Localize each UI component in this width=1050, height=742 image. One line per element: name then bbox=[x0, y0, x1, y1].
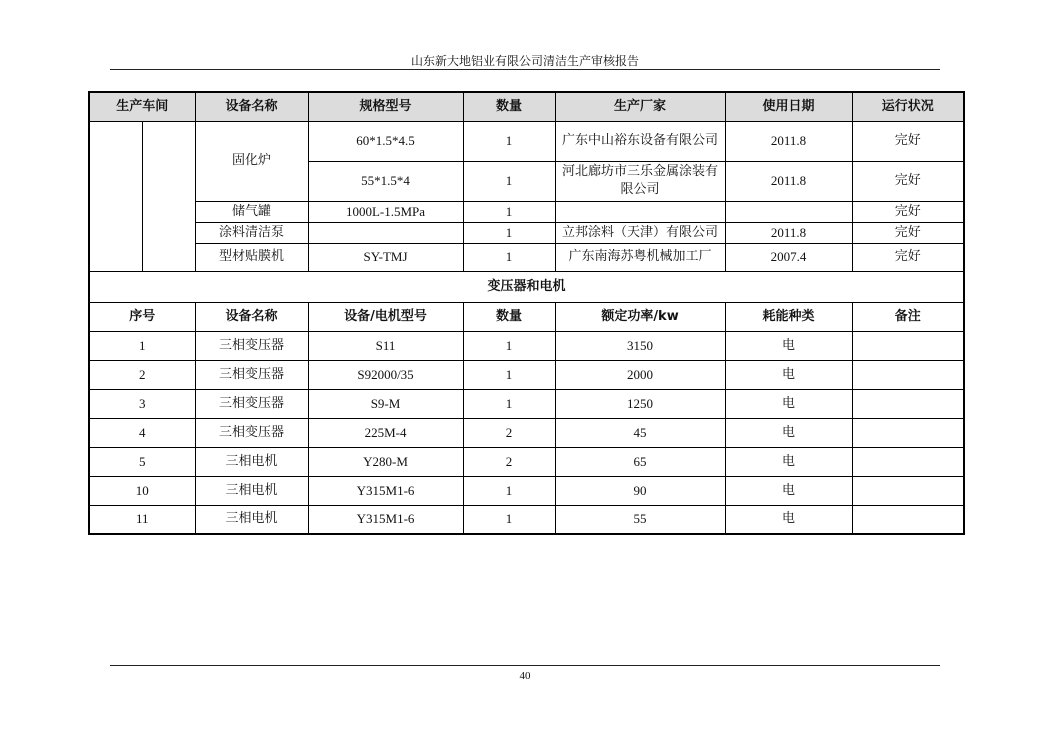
model: S92000/35 bbox=[308, 360, 463, 389]
qty: 1 bbox=[463, 201, 555, 222]
table2-header-row bbox=[89, 302, 964, 331]
footer-rule bbox=[110, 665, 940, 666]
use-date: 2011.8 bbox=[725, 222, 852, 243]
spec: SY-TMJ bbox=[308, 243, 463, 271]
col-header-equipment-name: 设备名称 bbox=[195, 92, 308, 121]
rated-power: 90 bbox=[555, 476, 725, 505]
model: Y315M1-6 bbox=[308, 476, 463, 505]
serial-no: 1 bbox=[89, 331, 195, 360]
note bbox=[852, 389, 964, 418]
maker bbox=[555, 201, 725, 222]
maker: 立邦涂料（天津）有限公司 bbox=[555, 222, 725, 243]
equipment-table bbox=[88, 91, 965, 535]
qty: 1 bbox=[463, 505, 555, 534]
rated-power: 3150 bbox=[555, 331, 725, 360]
qty: 2 bbox=[463, 447, 555, 476]
workshop-cell-a bbox=[89, 121, 142, 271]
table-row bbox=[89, 389, 964, 418]
energy-type: 电 bbox=[725, 418, 852, 447]
col-header-model: 设备/电机型号 bbox=[308, 302, 463, 331]
col-header-serial: 序号 bbox=[89, 302, 195, 331]
col-header-qty: 数量 bbox=[463, 302, 555, 331]
table-row bbox=[89, 121, 964, 161]
status: 完好 bbox=[852, 161, 964, 201]
spec: 1000L-1.5MPa bbox=[308, 201, 463, 222]
equipment-name: 涂料清洁泵 bbox=[195, 222, 308, 243]
note bbox=[852, 418, 964, 447]
col-header-date: 使用日期 bbox=[725, 92, 852, 121]
equipment-name: 储气罐 bbox=[195, 201, 308, 222]
model: S9-M bbox=[308, 389, 463, 418]
note bbox=[852, 447, 964, 476]
col-header-power: 额定功率/kw bbox=[555, 302, 725, 331]
col-header-status: 运行状况 bbox=[852, 92, 964, 121]
equipment-name: 三相变压器 bbox=[195, 418, 308, 447]
serial-no: 11 bbox=[89, 505, 195, 534]
energy-type: 电 bbox=[725, 447, 852, 476]
note bbox=[852, 360, 964, 389]
use-date bbox=[725, 201, 852, 222]
page-number: 40 bbox=[519, 670, 531, 682]
note bbox=[852, 331, 964, 360]
col-header-equipment-name: 设备名称 bbox=[195, 302, 308, 331]
equipment-name: 三相变压器 bbox=[195, 331, 308, 360]
maker: 广东中山裕东设备有限公司 bbox=[555, 121, 725, 161]
model: S11 bbox=[308, 331, 463, 360]
rated-power: 2000 bbox=[555, 360, 725, 389]
equipment-name: 三相变压器 bbox=[195, 389, 308, 418]
rated-power: 45 bbox=[555, 418, 725, 447]
status: 完好 bbox=[852, 243, 964, 271]
energy-type: 电 bbox=[725, 360, 852, 389]
workshop-cell-b bbox=[142, 121, 195, 271]
use-date: 2007.4 bbox=[725, 243, 852, 271]
serial-no: 10 bbox=[89, 476, 195, 505]
status: 完好 bbox=[852, 121, 964, 161]
note bbox=[852, 476, 964, 505]
spec bbox=[308, 222, 463, 243]
equipment-name: 三相电机 bbox=[195, 505, 308, 534]
energy-type: 电 bbox=[725, 389, 852, 418]
serial-no: 5 bbox=[89, 447, 195, 476]
col-header-qty: 数量 bbox=[463, 92, 555, 121]
table-row bbox=[89, 201, 964, 222]
header-rule bbox=[110, 69, 940, 70]
qty: 2 bbox=[463, 418, 555, 447]
equipment-name: 型材贴膜机 bbox=[195, 243, 308, 271]
qty: 1 bbox=[463, 161, 555, 201]
serial-no: 4 bbox=[89, 418, 195, 447]
table-row bbox=[89, 222, 964, 243]
equipment-name: 三相电机 bbox=[195, 476, 308, 505]
serial-no: 2 bbox=[89, 360, 195, 389]
energy-type: 电 bbox=[725, 476, 852, 505]
equipment-name: 固化炉 bbox=[195, 121, 308, 201]
maker: 河北廊坊市三乐金属涂装有限公司 bbox=[555, 161, 725, 201]
use-date: 2011.8 bbox=[725, 161, 852, 201]
note bbox=[852, 505, 964, 534]
col-header-energy: 耗能种类 bbox=[725, 302, 852, 331]
energy-type: 电 bbox=[725, 505, 852, 534]
rated-power: 65 bbox=[555, 447, 725, 476]
table-row bbox=[89, 476, 964, 505]
maker: 广东南海苏粤机械加工厂 bbox=[555, 243, 725, 271]
serial-no: 3 bbox=[89, 389, 195, 418]
model: Y280-M bbox=[308, 447, 463, 476]
table-row bbox=[89, 243, 964, 271]
qty: 1 bbox=[463, 222, 555, 243]
table1-header-row bbox=[89, 92, 964, 121]
qty: 1 bbox=[463, 121, 555, 161]
spec: 60*1.5*4.5 bbox=[308, 121, 463, 161]
qty: 1 bbox=[463, 360, 555, 389]
table-row bbox=[89, 360, 964, 389]
status: 完好 bbox=[852, 222, 964, 243]
table-row bbox=[89, 447, 964, 476]
spec: 55*1.5*4 bbox=[308, 161, 463, 201]
qty: 1 bbox=[463, 476, 555, 505]
section-title: 变压器和电机 bbox=[89, 271, 964, 302]
energy-type: 电 bbox=[725, 331, 852, 360]
col-header-workshop: 生产车间 bbox=[89, 92, 195, 121]
equipment-name: 三相变压器 bbox=[195, 360, 308, 389]
col-header-note: 备注 bbox=[852, 302, 964, 331]
col-header-maker: 生产厂家 bbox=[555, 92, 725, 121]
col-header-spec: 规格型号 bbox=[308, 92, 463, 121]
use-date: 2011.8 bbox=[725, 121, 852, 161]
qty: 1 bbox=[463, 243, 555, 271]
model: 225M-4 bbox=[308, 418, 463, 447]
qty: 1 bbox=[463, 331, 555, 360]
model: Y315M1-6 bbox=[308, 505, 463, 534]
page-header-title: 山东新大地铝业有限公司清洁生产审核报告 bbox=[410, 54, 639, 68]
table-row bbox=[89, 505, 964, 534]
qty: 1 bbox=[463, 389, 555, 418]
rated-power: 1250 bbox=[555, 389, 725, 418]
table-row bbox=[89, 418, 964, 447]
section-title-row bbox=[89, 271, 964, 302]
table-row bbox=[89, 331, 964, 360]
rated-power: 55 bbox=[555, 505, 725, 534]
status: 完好 bbox=[852, 201, 964, 222]
equipment-name: 三相电机 bbox=[195, 447, 308, 476]
